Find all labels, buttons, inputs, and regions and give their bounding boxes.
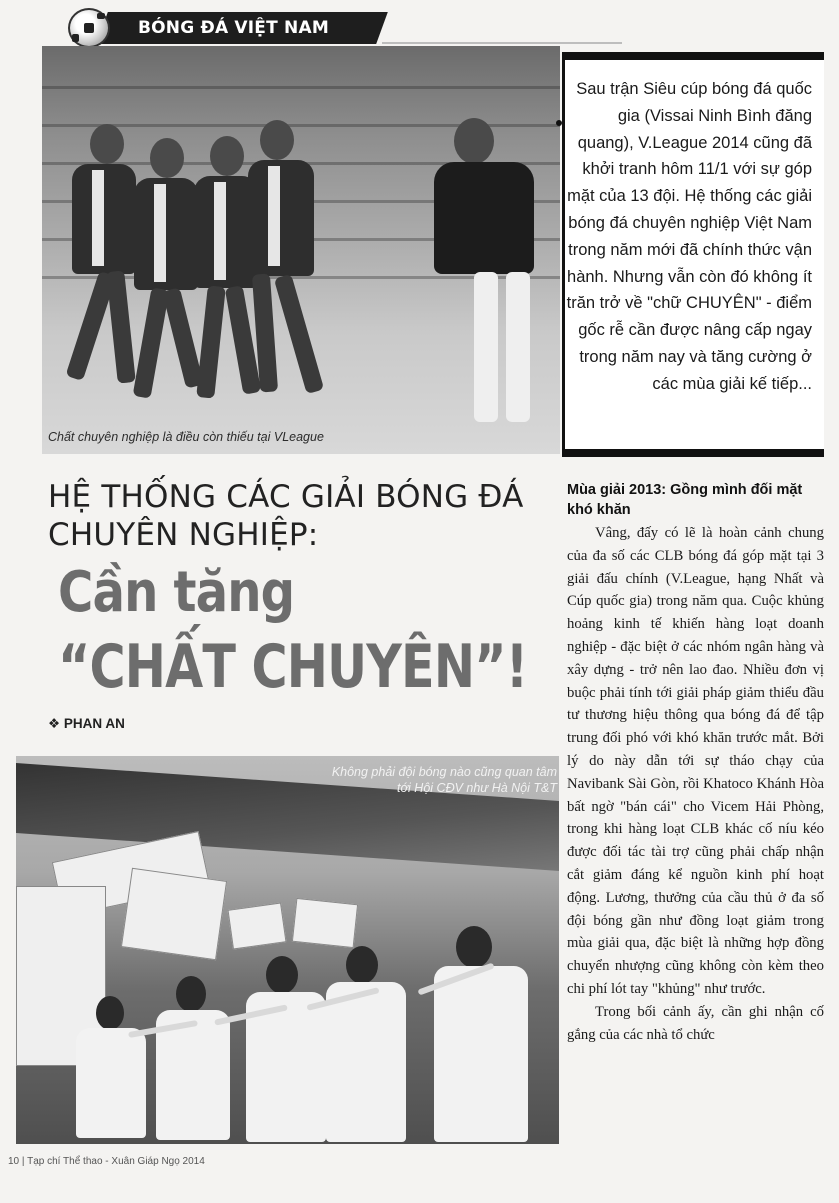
author-byline: ❖ PHAN AN — [48, 716, 125, 731]
photo-top-caption: Chất chuyên nghiệp là điều còn thiếu tại VLeague — [48, 430, 324, 444]
football-icon — [68, 8, 110, 48]
bullet-mark — [556, 120, 562, 126]
section-label: BÓNG ĐÁ VIỆT NAM — [138, 18, 329, 38]
headline-title-line1: Cần tăng — [58, 560, 295, 625]
article-paragraph-2: Trong bối cảnh ấy, cần ghi nhận cố gắng của các nhà tổ chức — [567, 1003, 824, 1043]
lead-box — [562, 52, 824, 457]
photo-bottom-caption: Không phải đội bóng nào cũng quan tâm tới Hội CĐV như Hà Nội T&T — [331, 765, 557, 795]
lead-text: Sau trận Siêu cúp bóng đá quốc gia (Vissai Ninh Bình đăng quang), V.League 2014 cũng đã khởi tranh hôm 11/1 với sự góp mặt của 13 đội. Hệ thống các giải bóng đá chuyên nghiệp Việt Nam trong năm mới đã chính thức vận hành. Nhưng vẫn còn đó không ít trăn trở về "chữ CHUYÊN" - điểm gốc rễ cần được nâng cấp ngay trong năm nay và tăng cường ở các mùa giải kế tiếp... — [566, 80, 812, 393]
article-column — [567, 480, 824, 1046]
section-banner — [62, 12, 562, 44]
photo-fans-band — [16, 756, 559, 1144]
article-subheading: Mùa giải 2013: Gồng mình đối mặt khó khăn — [567, 482, 803, 518]
page-footer: 10 | Tạp chí Thể thao - Xuân Giáp Ngọ 2014 — [8, 1156, 205, 1167]
banner-rule — [382, 42, 622, 44]
photo-players-celebrating — [42, 46, 560, 454]
headline-title-line2: “CHẤT CHUYÊN”! — [58, 632, 528, 702]
article-paragraph-1: Vâng, đấy có lẽ là hoàn cảnh chung của đa số các CLB bóng đá góp mặt tại 3 giải đấu chính (V.League, hạng Nhất và Cúp quốc gia) trong năm qua. Cuộc khủng hoảng kinh tế khiến hàng loạt doanh nghiệp - đặc biệt ở các nhóm ngân hàng và xây dựng - trở nên lao đao. Nhiều đơn vị buộc phải tính tới giải pháp giảm thiểu đầu tư thương hiệu thông qua bóng đá để tập trung đối phó với khó khăn trước mắt. Bởi lý do này dẫn tới sự tháo chạy của Navibank Sài Gòn, rồi Khatoco Khánh Hòa bất ngờ "bán cái" cho Vicem Hải Phòng, trong khi hàng loạt CLB khác cố níu kéo được đối tác tài trợ cũng phải chấp nhận cắt giảm đáng kể nguồn kinh phí hoạt động. Lương, thưởng của cầu thủ ở đa số đội bóng gần như đồng loạt giảm trong mùa giải qua, đặc biệt là những hợp đồng chuyển nhượng cũng không còn kèm theo chi phí lót tay "khủng" như trước. — [567, 525, 824, 997]
headline-kicker: HỆ THỐNG CÁC GIẢI BÓNG ĐÁ CHUYÊN NGHIỆP: — [48, 479, 524, 553]
